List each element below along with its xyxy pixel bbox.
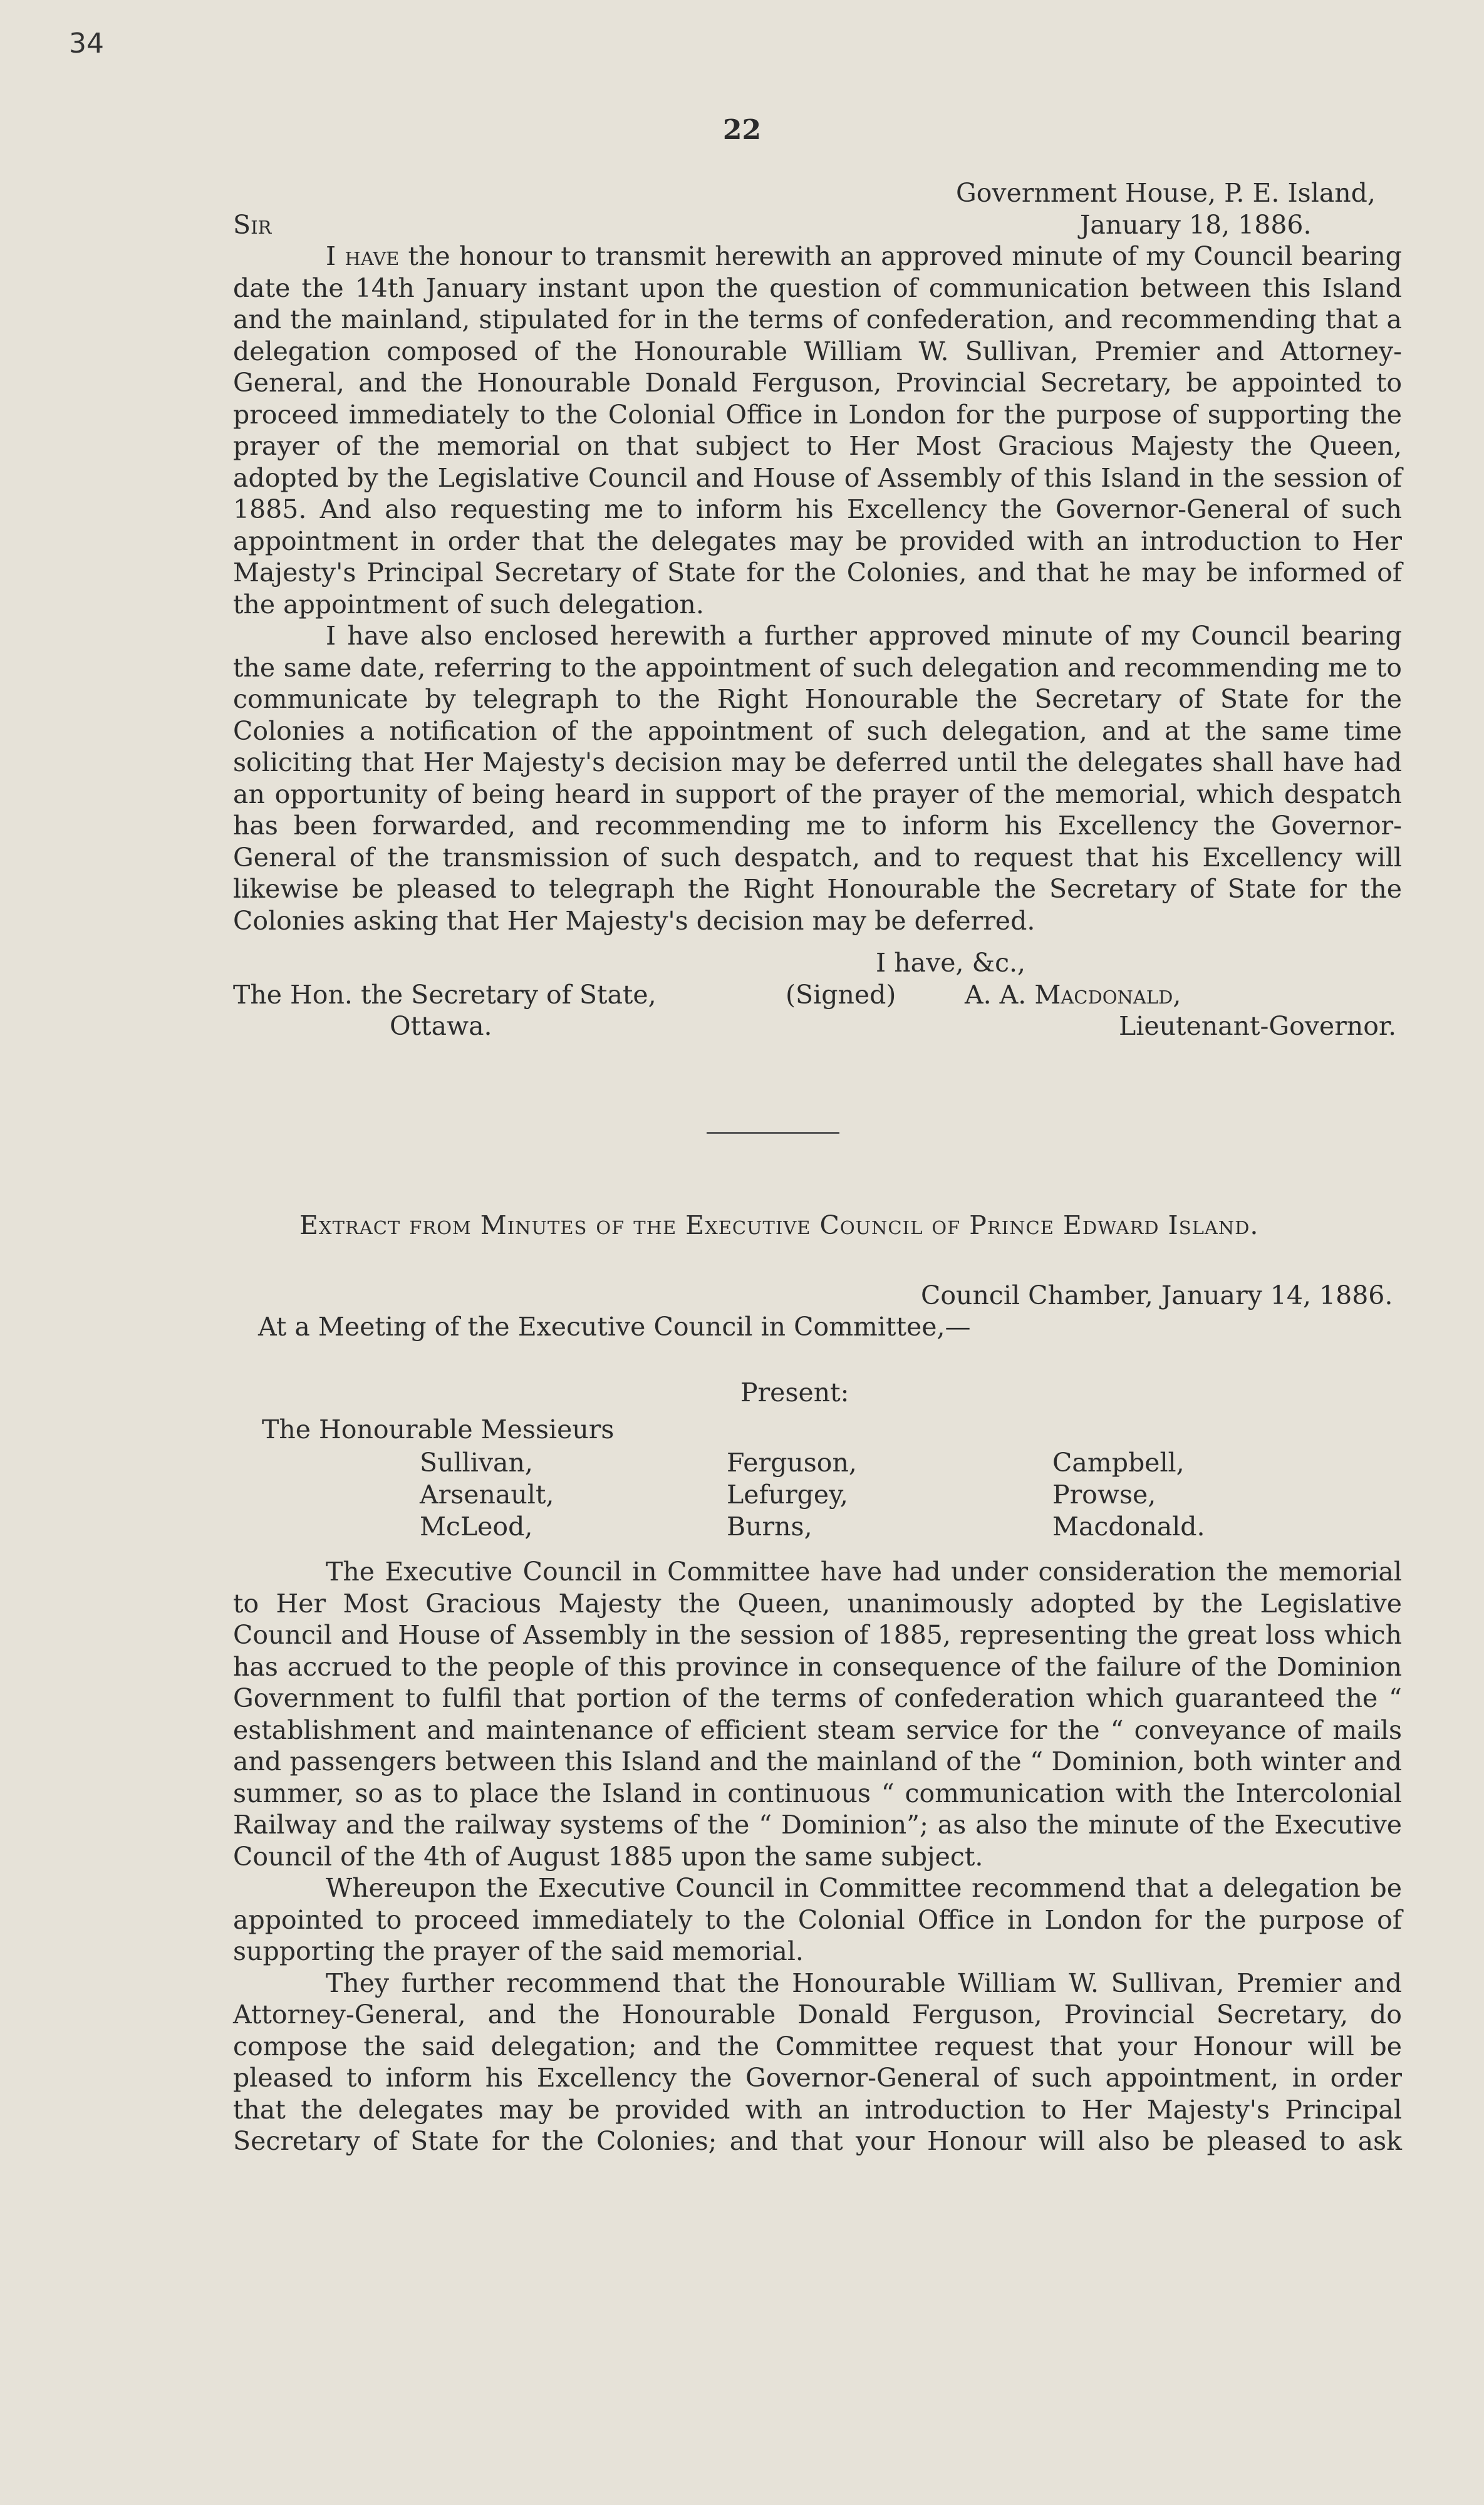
letter-date: January 18, 1886. [1080,210,1312,240]
addressee-line-2: Ottawa. [390,1011,492,1041]
addressee-line-1: The Hon. the Secretary of State, [233,980,656,1010]
extract-paragraph-1: The Executive Council in Committee have had under consideration the memorial to Her Most Gracious Majesty the Queen, unanimously adopted by the Legislative Council and House of Assembly in the session of 1885, representing the great loss which has accrued to the people of this province in consequence of the failure of the Dominion Government to fulfil that portion of the terms of confederation which guaranteed the “ establishment and maintenance of efficient steam service for the “ conveyance of mails and passengers between this Island and the mainland of the “ Dominion, both winter and summer, so as to place the Island in continuous “ communication with the Intercolonial Railway and the railway systems of the “ Dominion”; as also the minute of the Executive Council of the 4th of August 1885 upon the same subject. [233,1557,1402,1872]
member-name: Prowse, [1052,1480,1156,1510]
present-label: Present: [740,1377,849,1408]
member-name: Sullivan, [420,1448,533,1478]
member-name: Burns, [727,1512,812,1542]
letter-paragraph-1-text: the honour to transmit herewith an approved minute of my Council bearing date the 14th January instant upon the question of communication between this Island and the mainland, stipulated for in the terms of confederation, and recommending that a delegation composed of the Honourable William W. Sullivan, Premier and Attorney-General, and the Honourable Donald Ferguson, Provincial Secretary, be appointed to proceed immediately to the Colonial Office in London for the purpose of supporting the prayer of the memorial on that subject to Her Most Gracious Majesty the Queen, adopted by the Legislative Council and House of Assembly of this Island in the session of 1885. And also requesting me to inform his Excellency the Governor-General of such appointment in order that the delegates may be provided with an introduction to Her Majesty's Principal Secretary of State for the Colonies, and that he may be informed of the appointment of such delegation. [233,241,1402,620]
extract-body [233,1556,1402,2157]
letter-paragraph-2: I have also enclosed herewith a further approved minute of my Council bearing the same date, referring to the appointment of such delegation and recommending me to communicate by telegraph to the Right Honourable the Secretary of State for the Colonies a notification of the appointment of such delegation, and at the same time soliciting that Her Majesty's decision may be deferred until the delegates shall have had an opportunity of being heard in support of the prayer of the memorial, which despatch has been forwarded, and recommending me to inform his Excellency the Governor-General of the transmission of such despatch, and to request that his Excellency will likewise be pleased to telegraph the Right Honourable the Secretary of State for the Colonies asking that Her Majesty's decision may be deferred. [233,621,1402,936]
member-name: Ferguson, [727,1448,857,1478]
extract-location-date: Council Chamber, January 14, 1886. [921,1280,1393,1310]
extract-paragraph-3: They further recommend that the Honourable William W. Sullivan, Premier and Attorney-General, and the Honourable Donald Ferguson, Provincial Secretary, do compose the said delegation; and the Committee request that your Honour will be pleased to inform his Excellency the Governor-General of such appointment, in order that the delegates may be provided with an introduction to Her Majesty's Principal Secretary of State for the Colonies; and that your Honour will also be pleased to ask [233,1968,1402,2156]
letter-paragraph-1-lead: I have [326,241,400,271]
member-name: McLeod, [420,1512,533,1542]
member-name: Campbell, [1052,1448,1185,1478]
signed-label: (Signed) [786,980,896,1010]
member-name: Lefurgey, [727,1480,848,1510]
signatory-title: Lieutenant-Governor. [1119,1011,1397,1041]
extract-meeting: At a Meeting of the Executive Council in Committee,— [258,1312,971,1342]
extract-heading: Extract from Minutes of the Executive Council of Prince Edward Island. [299,1210,1259,1240]
signatory-name: A. A. Macdonald, [965,980,1181,1010]
letter-closing: I have, &c., [876,948,1026,978]
extract-paragraph-2: Whereupon the Executive Council in Committee recommend that a delegation be appointed to proceed immediately to the Colonial Office in London for the purpose of supporting the prayer of the said memorial. [233,1873,1402,1966]
letter-salutation: Sir [233,210,272,240]
page-number: 34 [69,28,104,60]
member-name: Macdonald. [1052,1512,1205,1542]
member-name: Arsenault, [420,1480,554,1510]
letter-body [233,241,1402,936]
honourable-label: The Honourable Messieurs [262,1414,615,1444]
document-number: 22 [722,114,762,146]
letter-address: Government House, P. E. Island, [956,178,1376,208]
letter-paragraph-1 [233,241,1402,620]
section-divider [707,1132,839,1134]
